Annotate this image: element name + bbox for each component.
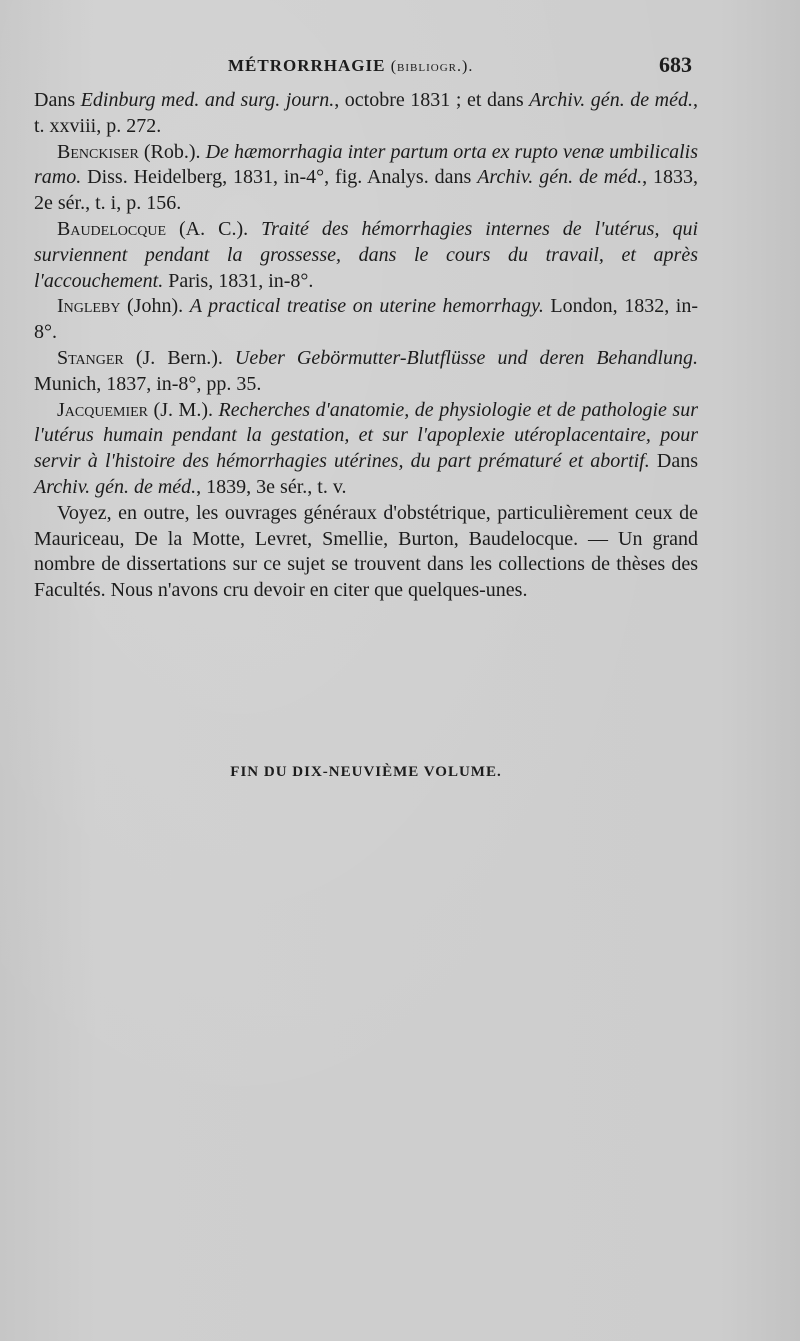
work-title: De hæmorrhagia inter partum orta ex rupto venæ umbilicalis ramo. bbox=[34, 140, 698, 189]
entry-text: Dans bbox=[34, 89, 81, 111]
entry-text: London, 1832, in-8°. bbox=[34, 295, 699, 344]
bibliography-entry bbox=[34, 501, 698, 604]
entry-text: , 1839, 3e sér., t. v. bbox=[196, 475, 347, 498]
entry-text: (John). bbox=[120, 295, 190, 318]
bibliography-entry bbox=[34, 398, 698, 501]
work-title: A practical treatise on uterine hemorrhagy. bbox=[189, 295, 544, 318]
bibliography-entry bbox=[34, 346, 698, 398]
entry-text: , 1833, 2e sér., t. i, p. 156. bbox=[34, 166, 699, 215]
bibliography-entry bbox=[34, 140, 698, 217]
end-of-volume-note bbox=[0, 764, 800, 781]
work-title: Traité des hémorrhagies internes de l'utérus, qui surviennent pendant la grossesse, dans le cours du travail, et après l'accouchement. bbox=[34, 217, 698, 292]
author-name: Baudelocque bbox=[57, 217, 166, 240]
entry-text: Paris, 1831, in-8°. bbox=[163, 269, 314, 292]
entry-text: , t. xxviii, p. 272. bbox=[34, 89, 698, 137]
end-of-volume-text: FIN DU DIX-NEUVIÈME VOLUME. bbox=[230, 764, 502, 780]
entry-text: Dans bbox=[649, 450, 699, 473]
author-name: Ingleby bbox=[57, 295, 121, 318]
author-name: Benckiser bbox=[57, 140, 139, 163]
work-title: Edinburg med. and surg. journ. bbox=[80, 89, 335, 111]
entry-text: (A. C.). bbox=[166, 217, 262, 240]
running-title-main: MÉTRORRHAGIE bbox=[228, 56, 386, 75]
bibliography-text bbox=[34, 88, 698, 604]
entry-text: , octobre 1831 ; et dans bbox=[334, 89, 530, 111]
bibliography-entry bbox=[34, 217, 698, 294]
running-title bbox=[228, 56, 473, 76]
entry-text: Munich, 1837, in-8°, pp. 35. bbox=[34, 372, 262, 395]
entry-text: (Rob.). bbox=[138, 140, 206, 163]
entry-text: Voyez, en outre, les ouvrages généraux d'obstétrique, particulièrement ceux de Mauriceau, De la Motte, Levret, Smellie, Burton, Baudelocque. — Un grand nombre de dissertations sur ce sujet se trouvent dans les collections de thèses des Facultés. Nous n'avons cru devoir en citer que quelques-unes. bbox=[34, 501, 698, 602]
work-title: Ueber Gebörmutter-Blutflüsse und deren Behandlung. bbox=[234, 346, 698, 369]
work-title: Archiv. gén. de méd. bbox=[477, 166, 643, 189]
running-header bbox=[0, 52, 800, 82]
running-title-section: (bibliogr.). bbox=[390, 58, 474, 75]
bibliography-continuation bbox=[34, 88, 698, 140]
work-title: Archiv. gén. de méd. bbox=[34, 475, 197, 498]
entry-text: (J. M.). bbox=[148, 398, 219, 421]
author-name: Stanger bbox=[57, 346, 124, 369]
bibliography-entry bbox=[34, 294, 698, 346]
author-name: Jacquemier bbox=[57, 398, 149, 421]
entry-text: Diss. Heidelberg, 1831, in-4°, fig. Analys. dans bbox=[81, 166, 478, 189]
work-title: Archiv. gén. de méd. bbox=[529, 89, 693, 111]
entry-text: (J. Bern.). bbox=[123, 346, 235, 369]
work-title: Recherches d'anatomie, de physiologie et de pathologie sur l'utérus humain pendant la gestation, et sur l'apoplexie utéroplacentaire, pour servir à l'histoire des hémorrhagies utérines, du part prématuré et abortif. bbox=[34, 398, 698, 473]
page-number: 683 bbox=[659, 52, 692, 77]
